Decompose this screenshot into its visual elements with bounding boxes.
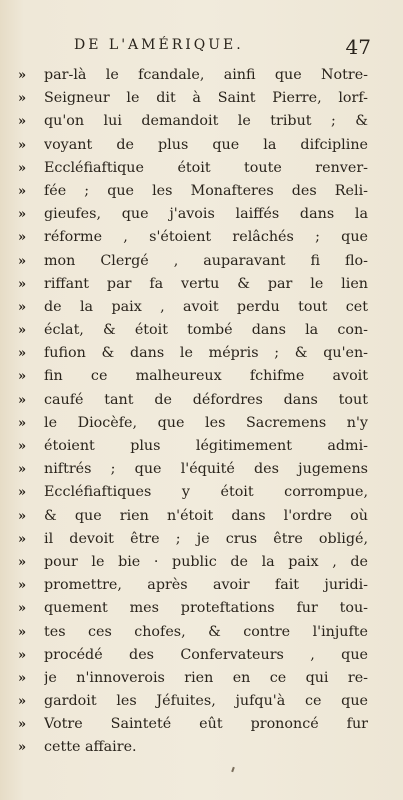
quote-mark: » — [18, 323, 27, 339]
line-text: & que rien n'étoit dans l'ordre où — [44, 507, 368, 524]
quote-mark: » — [18, 183, 27, 199]
quote-mark: » — [18, 253, 27, 269]
text-line — [18, 574, 368, 597]
text-line — [18, 226, 368, 249]
quote-mark: » — [18, 369, 27, 385]
text-line — [18, 713, 368, 736]
line-text: voyant de plus que la difcipline — [44, 136, 368, 153]
quote-mark: » — [18, 439, 27, 454]
text-line — [18, 250, 368, 273]
text-line — [18, 551, 368, 574]
line-text: Eccléfiaftiques y étoit corrompue, — [44, 484, 368, 501]
body-text — [18, 64, 368, 760]
page-header — [60, 37, 371, 61]
text-line — [18, 64, 368, 87]
quote-mark: » — [18, 160, 27, 176]
line-text: cette affaire. — [44, 739, 137, 756]
text-line — [18, 597, 368, 620]
line-text: gardoit les Jéfuites, jufqu'à ce que — [44, 693, 368, 710]
line-text: mon Clergé , auparavant fi flo- — [44, 252, 368, 269]
line-text: promettre, après avoir fait juridi- — [44, 577, 368, 594]
text-line — [18, 481, 368, 504]
text-line — [18, 505, 368, 528]
text-line — [18, 389, 368, 412]
line-text: étoient plus légitimement admi- — [44, 438, 368, 454]
quote-mark: » — [18, 624, 27, 640]
quote-mark: » — [18, 346, 27, 362]
text-line — [18, 157, 368, 180]
line-text: pour le bie · public de la paix , de — [44, 553, 368, 570]
quote-mark: » — [18, 68, 27, 83]
line-text: il devoit être ; je crus être obligé, — [44, 530, 368, 547]
quote-mark: » — [18, 717, 27, 733]
quote-mark: » — [18, 578, 27, 594]
text-line — [18, 273, 368, 296]
line-text: fée ; que les Monafteres des Reli- — [44, 182, 368, 199]
text-line — [18, 342, 368, 365]
line-text: qu'on lui demandoit le tribut ; & — [44, 113, 368, 130]
quote-mark: » — [18, 485, 27, 501]
text-line — [18, 296, 368, 319]
text-line — [18, 644, 368, 667]
line-text: tes ces chofes, & contre l'injufte — [44, 623, 368, 640]
quote-mark: » — [18, 276, 27, 292]
page-number: 47 — [345, 35, 371, 59]
line-text: Eccléfiaftique étoit toute renver- — [44, 159, 368, 176]
text-line — [18, 180, 368, 203]
quote-mark: » — [18, 91, 27, 107]
quote-mark: » — [18, 601, 27, 617]
line-text: de la paix , avoit perdu tout cet — [44, 298, 368, 315]
line-text: fin ce malheureux fchifme avoit — [44, 368, 368, 385]
line-text: niftrés ; que l'équité des jugemens — [44, 461, 368, 478]
line-text: par-là le fcandale, ainfi que Notre- — [44, 67, 368, 83]
quote-mark: » — [18, 230, 27, 246]
line-text: fufion & dans le mépris ; & qu'en- — [44, 345, 368, 362]
quote-mark: » — [18, 299, 27, 315]
text-line — [18, 110, 368, 133]
line-text: procédé des Confervateurs , que — [44, 646, 368, 663]
text-line — [18, 134, 368, 157]
quote-mark: » — [18, 670, 27, 686]
quote-mark: » — [18, 647, 27, 663]
running-head: DE L'AMÉRIQUE. — [74, 37, 244, 53]
quote-mark: » — [18, 114, 27, 130]
text-line — [18, 435, 368, 458]
quote-mark: » — [18, 137, 27, 153]
text-line — [18, 203, 368, 226]
text-line — [18, 528, 368, 551]
quote-mark: » — [18, 415, 27, 431]
line-text: caufé tant de défordres dans tout — [44, 391, 368, 408]
text-line — [18, 736, 368, 759]
line-text: Votre Sainteté eût prononcé fur — [44, 716, 368, 733]
text-line — [18, 690, 368, 713]
text-line — [18, 87, 368, 110]
text-line — [18, 458, 368, 481]
text-line — [18, 667, 368, 690]
line-text: éclat, & étoit tombé dans la con- — [44, 322, 368, 339]
text-line — [18, 412, 368, 435]
line-text: réforme , s'étoient relâchés ; que — [44, 229, 368, 246]
line-text: je n'innoverois rien en ce qui re- — [44, 669, 368, 686]
quote-mark: » — [18, 462, 27, 478]
quote-mark: » — [18, 694, 27, 710]
quote-mark: » — [18, 740, 27, 756]
quote-mark: » — [18, 392, 27, 408]
text-line — [18, 621, 368, 644]
line-text: le Diocèfe, que les Sacremens n'y — [44, 414, 368, 431]
line-text: Seigneur le dit à Saint Pierre, lorf- — [44, 90, 368, 107]
text-line — [18, 319, 368, 342]
quote-mark: » — [18, 531, 27, 547]
line-text: riffant par fa vertu & par le lien — [44, 275, 368, 292]
line-text: quement mes proteftations fur tou- — [44, 600, 368, 617]
quote-mark: » — [18, 508, 27, 524]
ink-mark — [231, 767, 235, 772]
text-line — [18, 365, 368, 388]
quote-mark: » — [18, 554, 27, 570]
quote-mark: » — [18, 207, 27, 223]
line-text: gieufes, que j'avois laiffés dans la — [44, 206, 368, 223]
